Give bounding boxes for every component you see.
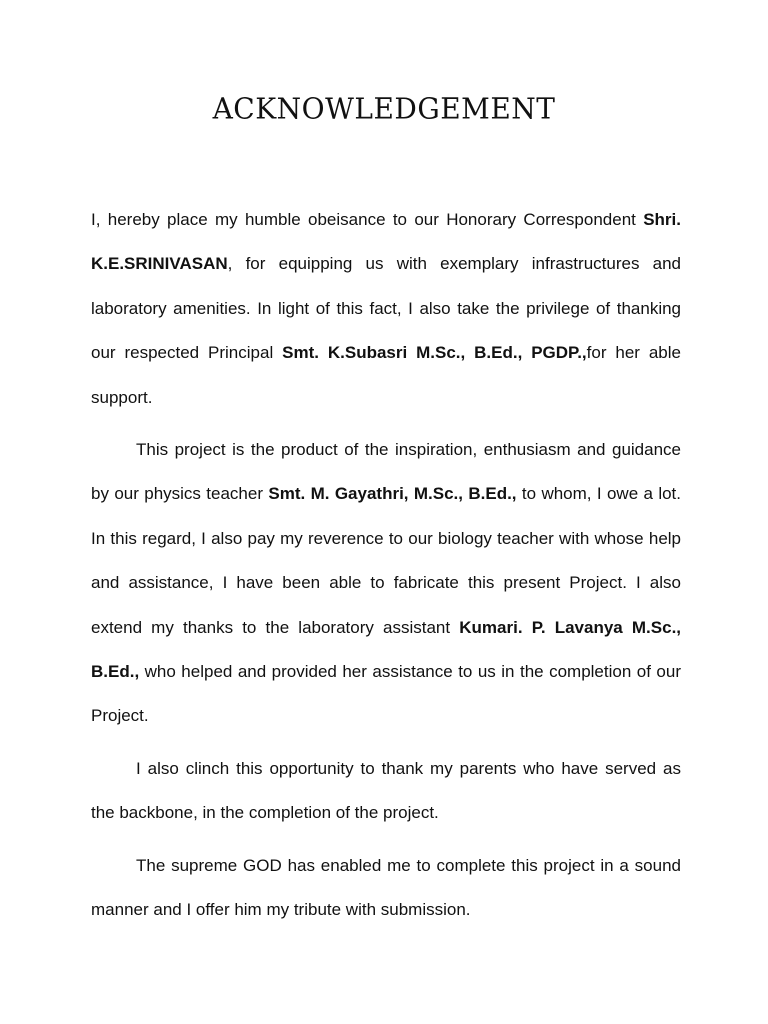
page-title: ACKNOWLEDGEMENT — [212, 91, 556, 126]
paragraph-correspondent-principal — [91, 198, 681, 420]
paragraph-teachers — [91, 428, 681, 739]
paragraph-text: who helped and provided her assistance to us in the completion of our Project. — [91, 662, 681, 726]
paragraph-text: I, hereby place my humble obeisance to our Honorary Correspondent — [91, 210, 644, 229]
correspondent-name: Shri. K.E.SRINIVASAN — [91, 210, 681, 274]
lab-assistant-name: Kumari. P. Lavanya M.Sc., B.Ed., — [91, 617, 682, 682]
paragraph-text: , for equipping us with exemplary infrastructures and laboratory amenities. In light of this fact, I also take the privilege of thanking our respected Principal — [91, 254, 681, 363]
principal-name: Smt. K.Subasri M.Sc., B.Ed., PGDP., — [282, 343, 587, 363]
physics-teacher-name: Smt. M. Gayathri, M.Sc., B.Ed., — [268, 484, 517, 504]
paragraph-text: This project is the product of the inspiration, enthusiasm and guidance by our physics teacher — [91, 440, 681, 504]
acknowledgement-body — [91, 198, 681, 933]
paragraph-text: for her able support. — [91, 343, 681, 407]
paragraph-parents: I also clinch this opportunity to thank my parents who have served as the backbone, in the completion of the project. — [91, 758, 681, 823]
paragraph-text: to whom, I owe a lot. In this regard, I also pay my reverence to our biology teacher with whose help and assistance, I have been able to fabricate this present Project. I also extend my thanks to the laboratory assistant — [91, 484, 682, 637]
paragraph-god: The supreme GOD has enabled me to complete this project in a sound manner and I offer him my tribute with submission. — [91, 855, 681, 920]
